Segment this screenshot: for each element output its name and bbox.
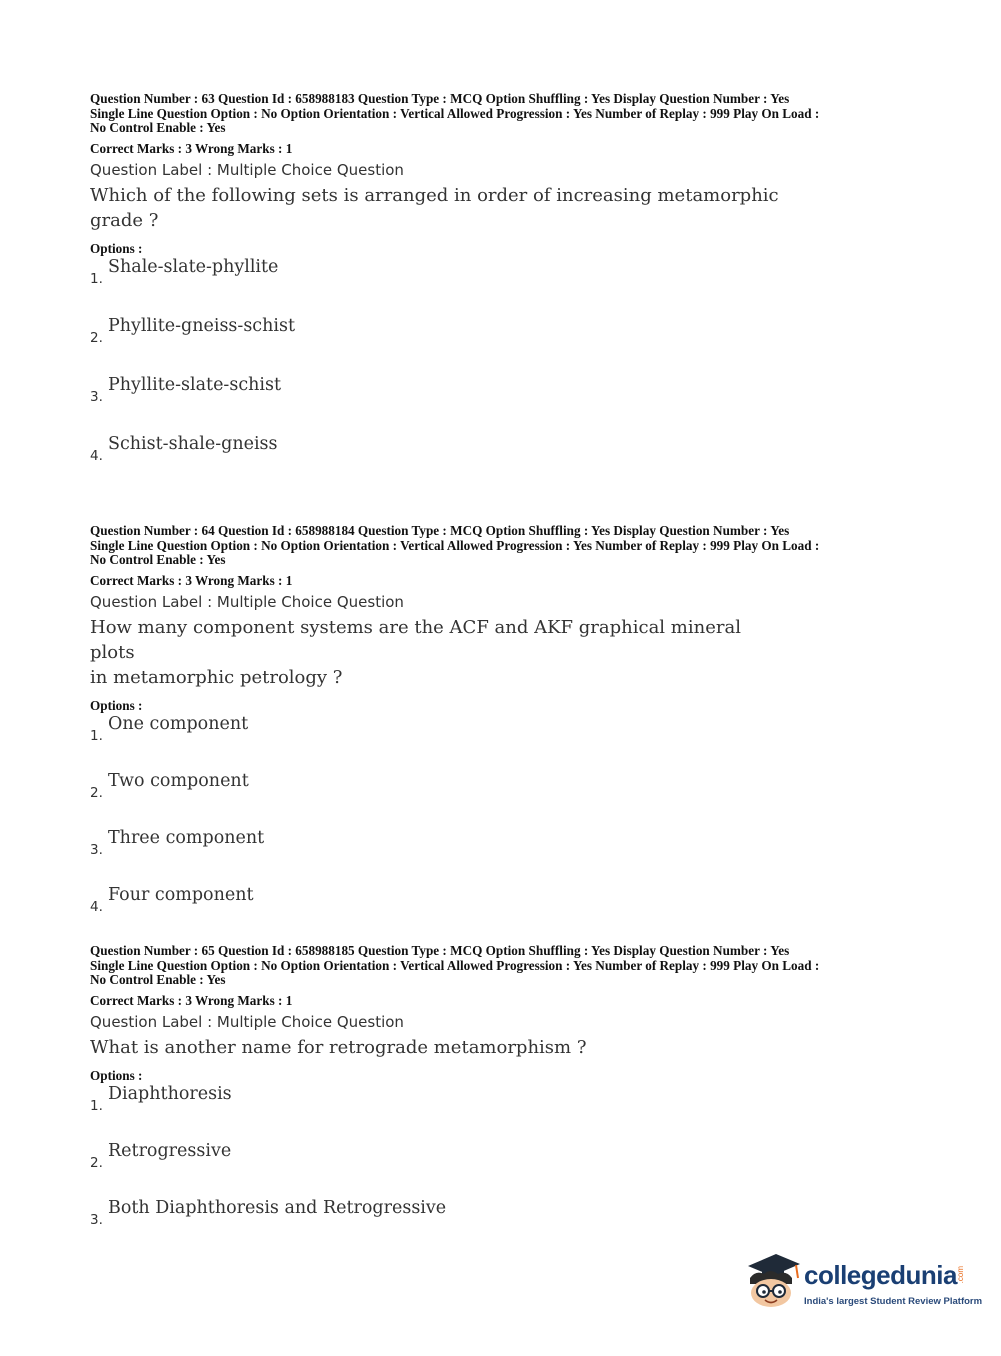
- options-heading: Options :: [90, 697, 143, 713]
- collegedunia-logo: [742, 1248, 983, 1316]
- option-text: Diaphthoresis: [108, 1083, 232, 1104]
- option-item: [90, 257, 920, 316]
- marks-line: Correct Marks : 3 Wrong Marks : 1: [90, 572, 293, 588]
- question-text-line: Which of the following sets is arranged in order of increasing metamorphic: [90, 184, 779, 206]
- meta-line: Question Number : 65 Question Id : 658988185 Question Type : MCQ Option Shuffling : Yes Display Question Number : Yes: [90, 943, 790, 958]
- meta-line: No Control Enable : Yes: [90, 120, 226, 135]
- question-text-line: How many component systems are the ACF and AKF graphical mineral plots: [90, 616, 741, 663]
- question-label: Question Label : Multiple Choice Question: [90, 1012, 404, 1031]
- option-text: Phyllite-slate-schist: [108, 374, 282, 395]
- option-item: [90, 375, 920, 434]
- meta-line: No Control Enable : Yes: [90, 552, 226, 567]
- meta-line: Single Line Question Option : No Option Orientation : Vertical Allowed Progression : Yes Number of Replay : 999 Play On Load :: [90, 957, 820, 973]
- option-text: Shale-slate-phyllite: [108, 256, 279, 277]
- option-item: [90, 1141, 920, 1198]
- option-item: [90, 885, 920, 942]
- option-item: [90, 316, 920, 375]
- option-number: 4.: [90, 898, 103, 915]
- question-block-63: [90, 92, 920, 493]
- logo-suffix: .com: [956, 1266, 965, 1284]
- question-text: [90, 183, 790, 233]
- marks-line: Correct Marks : 3 Wrong Marks : 1: [90, 992, 293, 1008]
- option-number: 3.: [90, 841, 103, 858]
- meta-line: Question Number : 64 Question Id : 658988184 Question Type : MCQ Option Shuffling : Yes Display Question Number : Yes: [90, 523, 790, 538]
- question-meta: [90, 524, 920, 568]
- question-text: [90, 1035, 790, 1060]
- question-text-line: in metamorphic petrology ?: [90, 666, 343, 688]
- option-item: [90, 1084, 920, 1141]
- question-block-65: [90, 944, 920, 1255]
- option-item: [90, 434, 920, 493]
- option-text: Three component: [108, 827, 265, 848]
- option-number: 3.: [90, 1211, 103, 1228]
- option-text: Both Diaphthoresis and Retrogressive: [108, 1197, 447, 1218]
- mascot-icon: [742, 1248, 804, 1316]
- option-text: Retrogressive: [108, 1140, 232, 1161]
- option-item: [90, 828, 920, 885]
- options-heading: Options :: [90, 1067, 143, 1083]
- option-text: Schist-shale-gneiss: [108, 433, 278, 454]
- option-number: 1.: [90, 1097, 103, 1114]
- question-text: [90, 615, 790, 690]
- question-block-64: [90, 524, 920, 942]
- option-item: [90, 714, 920, 771]
- logo-tagline: India's largest Student Review Platform: [804, 1296, 983, 1307]
- option-text: Two component: [108, 770, 249, 791]
- question-meta: [90, 944, 920, 988]
- meta-line: Question Number : 63 Question Id : 658988183 Question Type : MCQ Option Shuffling : Yes Display Question Number : Yes: [90, 91, 790, 106]
- option-number: 1.: [90, 270, 103, 287]
- question-label: Question Label : Multiple Choice Question: [90, 592, 404, 611]
- question-text-line: What is another name for retrograde metamorphism ?: [90, 1036, 587, 1058]
- option-text: Four component: [108, 884, 254, 905]
- option-text: Phyllite-gneiss-schist: [108, 315, 295, 336]
- option-number: 2.: [90, 329, 103, 346]
- option-number: 2.: [90, 784, 103, 801]
- option-text: One component: [108, 713, 249, 734]
- option-number: 1.: [90, 727, 103, 744]
- meta-line: Single Line Question Option : No Option Orientation : Vertical Allowed Progression : Yes Number of Replay : 999 Play On Load :: [90, 105, 820, 121]
- logo-wordmark: collegedunia: [804, 1260, 957, 1290]
- meta-line: No Control Enable : Yes: [90, 972, 226, 987]
- question-label: Question Label : Multiple Choice Question: [90, 160, 404, 179]
- options-heading: Options :: [90, 240, 143, 256]
- meta-line: Single Line Question Option : No Option Orientation : Vertical Allowed Progression : Yes Number of Replay : 999 Play On Load :: [90, 537, 820, 553]
- option-number: 2.: [90, 1154, 103, 1171]
- marks-line: Correct Marks : 3 Wrong Marks : 1: [90, 140, 293, 156]
- question-text-line: grade ?: [90, 209, 159, 231]
- option-number: 3.: [90, 388, 103, 405]
- question-meta: [90, 92, 920, 136]
- option-number: 4.: [90, 447, 103, 464]
- option-item: [90, 1198, 920, 1255]
- option-item: [90, 771, 920, 828]
